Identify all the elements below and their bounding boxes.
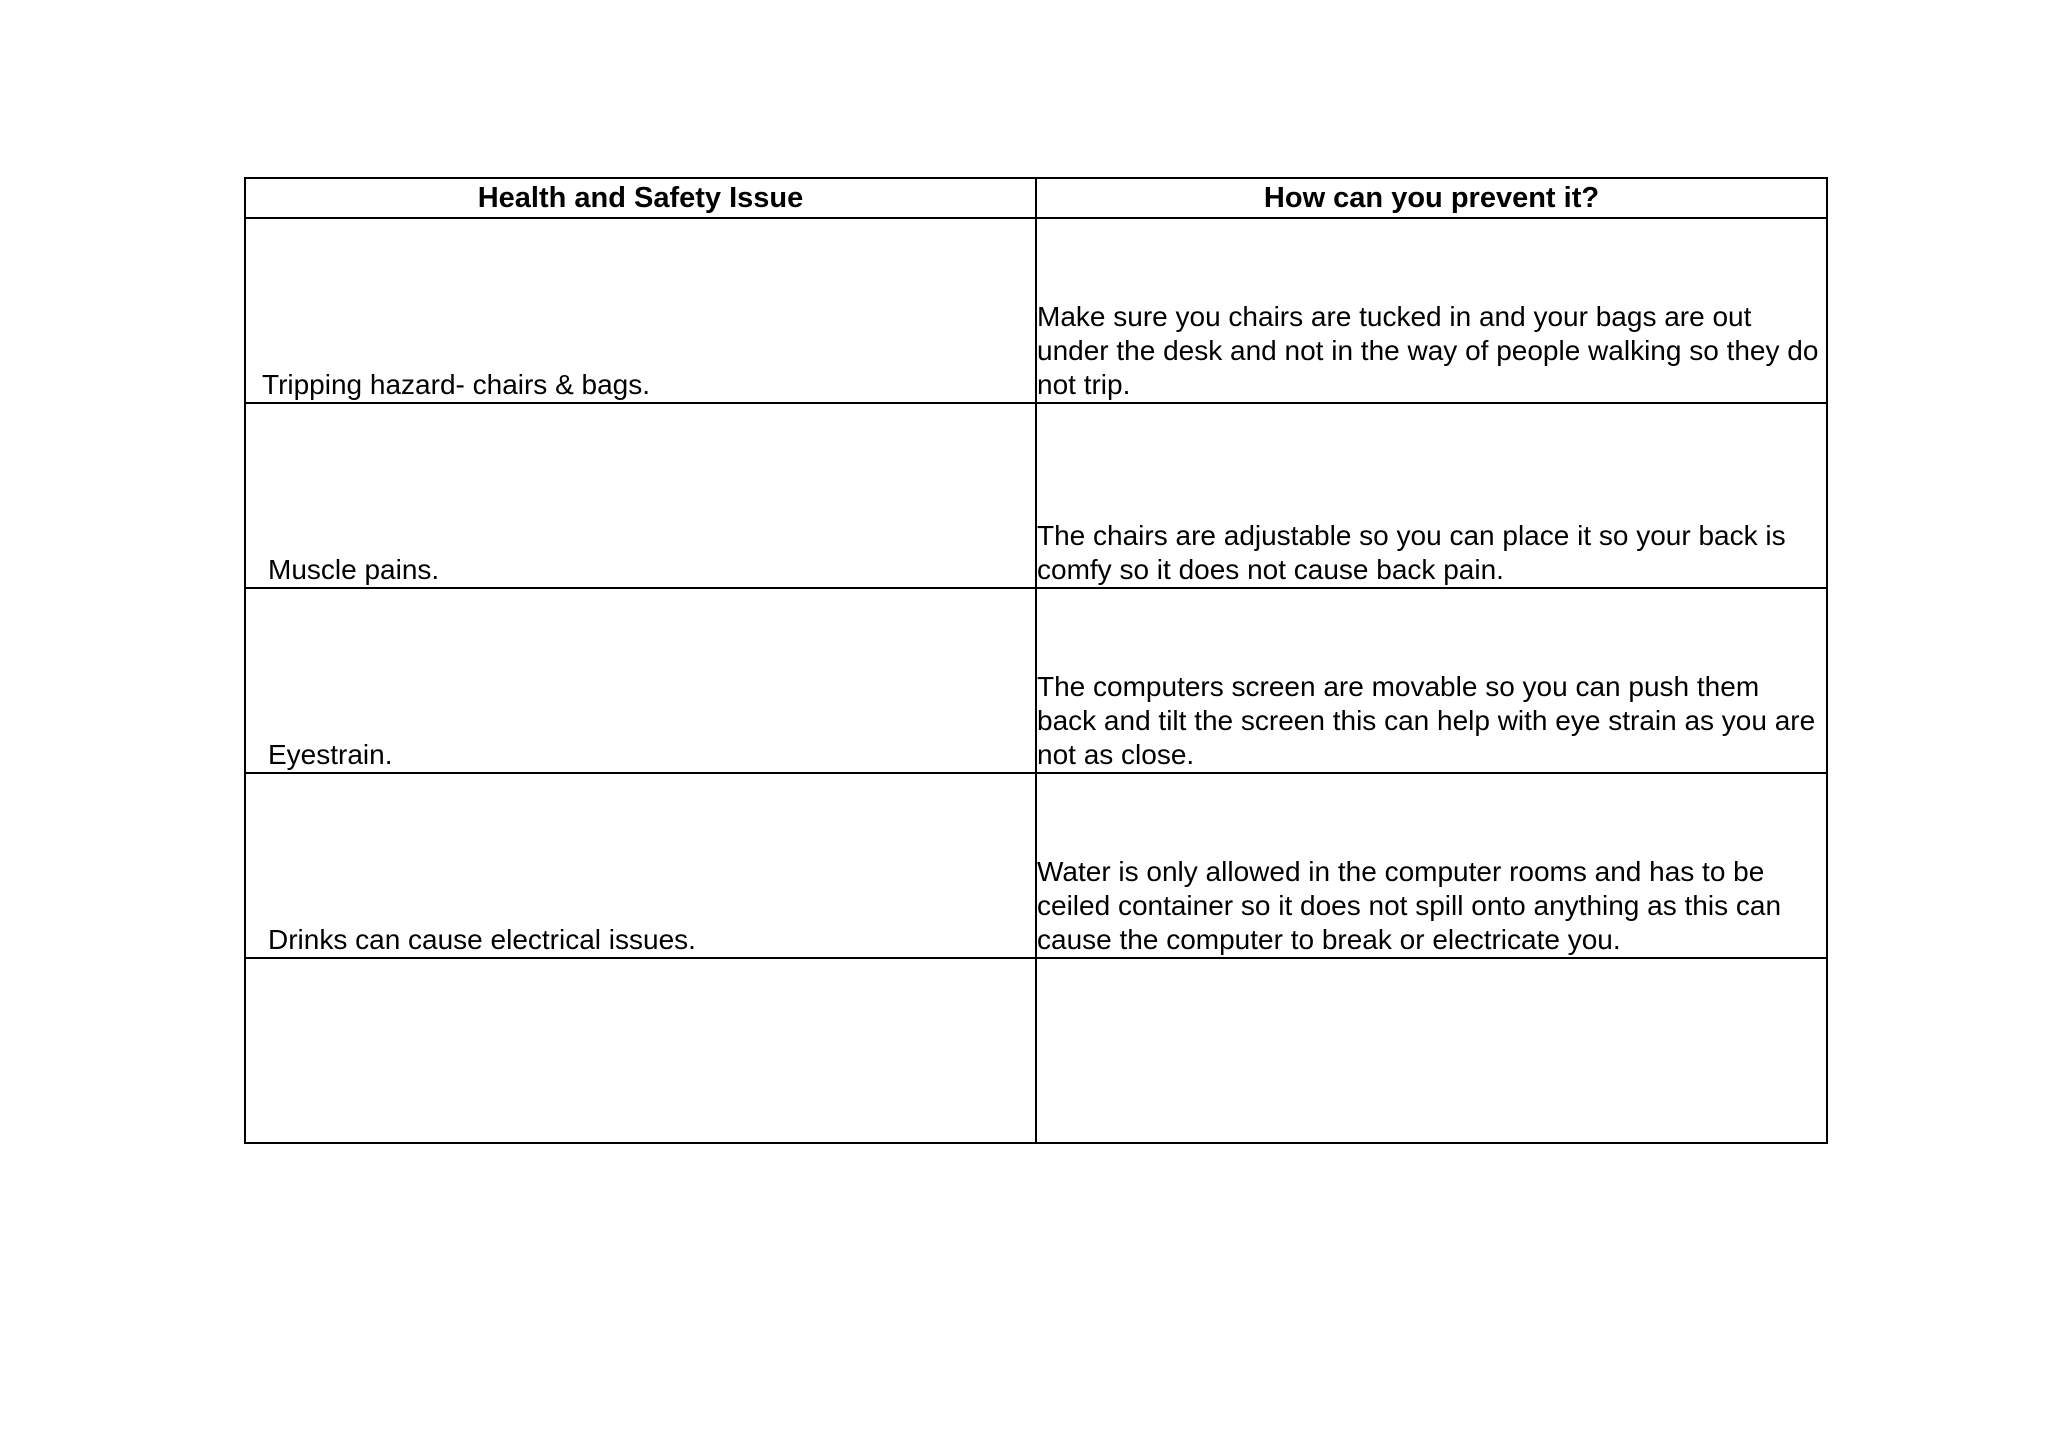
health-safety-table — [244, 177, 1828, 1144]
prevention-cell — [1036, 588, 1827, 773]
table-row — [245, 773, 1827, 958]
column-header-issue: Health and Safety Issue — [245, 178, 1036, 218]
issue-cell — [245, 218, 1036, 403]
prevention-text: The chairs are adjustable so you can place it so your back is comfy so it does not cause back pain. — [1037, 520, 1786, 585]
issue-text: Drinks can cause electrical issues. — [268, 924, 696, 955]
issue-cell — [245, 958, 1036, 1143]
table-row — [245, 403, 1827, 588]
table-row — [245, 218, 1827, 403]
prevention-text: The computers screen are movable so you can push them back and tilt the screen this can help with eye strain as you are not as close. — [1037, 671, 1816, 770]
prevention-text: Water is only allowed in the computer rooms and has to be ceiled container so it does not spill onto anything as this can cause the computer to break or electricate you. — [1037, 856, 1782, 955]
table-row — [245, 958, 1827, 1143]
table-row — [245, 588, 1827, 773]
issue-cell — [245, 773, 1036, 958]
prevention-cell — [1036, 773, 1827, 958]
prevention-cell — [1036, 958, 1827, 1143]
prevention-cell — [1036, 403, 1827, 588]
issue-text: Muscle pains. — [268, 554, 440, 585]
column-header-prevention: How can you prevent it? — [1036, 178, 1827, 218]
table-header-row — [245, 178, 1827, 218]
issue-cell — [245, 403, 1036, 588]
issue-text: Tripping hazard- chairs & bags. — [262, 369, 651, 400]
issue-text: Eyestrain. — [268, 739, 393, 770]
prevention-cell — [1036, 218, 1827, 403]
issue-cell — [245, 588, 1036, 773]
prevention-text: Make sure you chairs are tucked in and your bags are out under the desk and not in the way of people walking so they do not trip. — [1037, 301, 1819, 400]
